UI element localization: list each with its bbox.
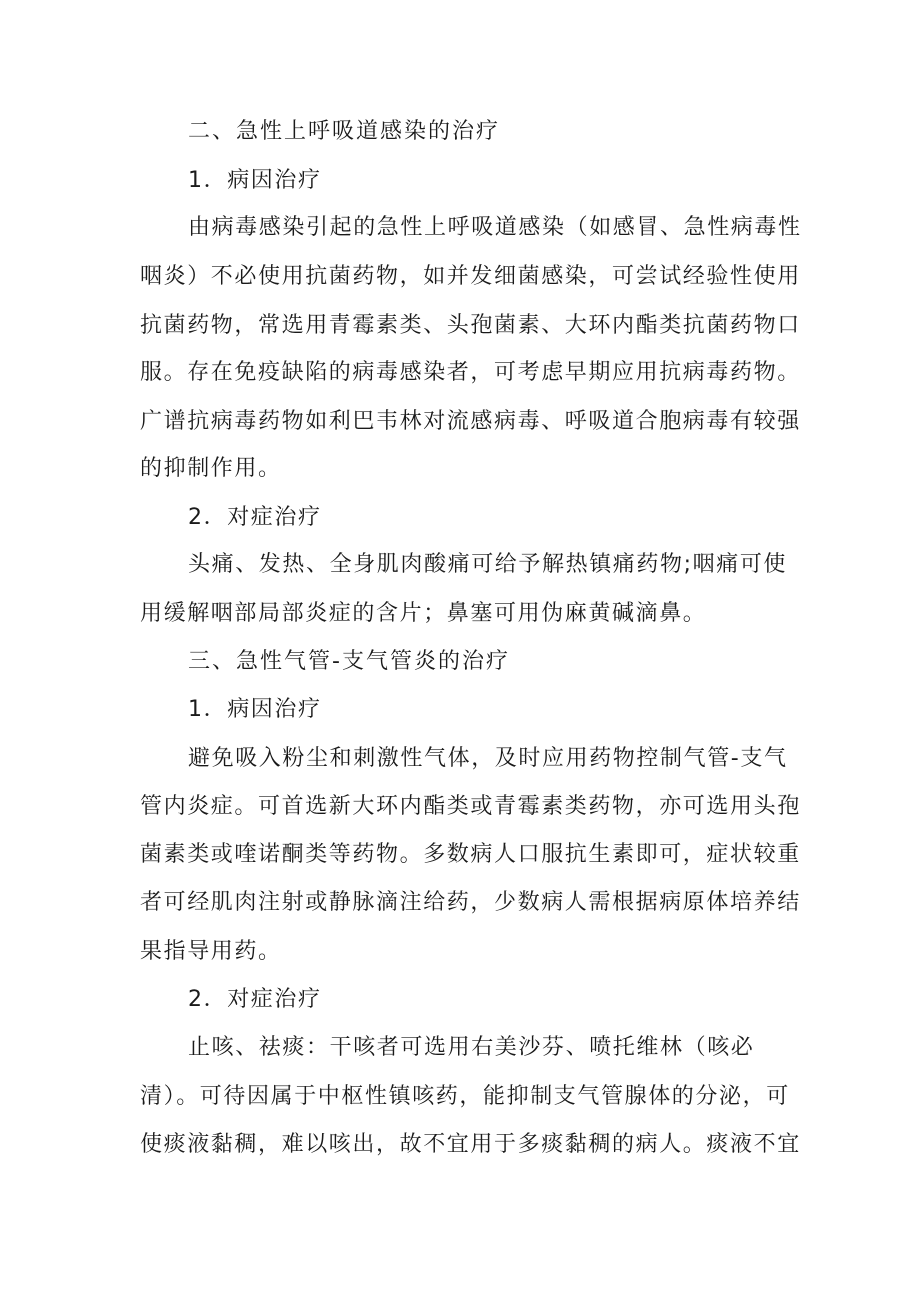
paragraph-line: 广谱抗病毒药物如利巴韦林对流感病毒、呼吸道合胞病毒有较强 (140, 409, 801, 434)
paragraph-line: 服。存在免疫缺陷的病毒感染者，可考虑早期应用抗病毒药物。 (140, 360, 801, 385)
paragraph-line: 果指导用药。 (140, 939, 282, 964)
paragraph-line: 避免吸入粉尘和刺激性气体，及时应用药物控制气管-支气 (188, 746, 788, 771)
paragraph-line: 使痰液黏稠，难以咳出，故不宜用于多痰黏稠的病人。痰液不宜 (140, 1132, 801, 1157)
paragraph-line: 抗菌药物，常选用青霉素类、头孢菌素、大环内酯类抗菌药物口 (140, 313, 801, 338)
paragraph-line: 咽炎）不必使用抗菌药物，如并发细菌感染，可尝试经验性使用 (140, 264, 801, 289)
paragraph-line: 者可经肌肉注射或静脉滴注给药，少数病人需根据病原体培养结 (140, 890, 801, 915)
section-heading-bronchitis: 三、急性气管-支气管炎的治疗 (188, 649, 510, 674)
paragraph-line: 清）。可待因属于中枢性镇咳药，能抑制支气管腺体的分泌，可 (140, 1084, 790, 1109)
paragraph-line: 的抑制作用。 (140, 456, 282, 481)
subheading-symptomatic-2: 2．对症治疗 (188, 987, 322, 1012)
subheading-etiology-1: 1．病因治疗 (188, 168, 322, 193)
subheading-symptomatic-1: 2．对症治疗 (188, 505, 322, 530)
paragraph-line: 管内炎症。可首选新大环内酯类或青霉素类药物，亦可选用头孢 (140, 794, 801, 819)
section-heading-upper-respiratory: 二、急性上呼吸道感染的治疗 (188, 119, 501, 144)
paragraph-line: 菌素类或喹诺酮类等药物。多数病人口服抗生素即可，症状较重 (140, 842, 801, 867)
paragraph-line: 由病毒感染引起的急性上呼吸道感染（如感冒、急性病毒性 (188, 215, 802, 240)
paragraph-line: 用缓解咽部局部炎症的含片；鼻塞可用伪麻黄碱滴鼻。 (140, 601, 707, 626)
paragraph-line: 头痛、发热、全身肌肉酸痛可给予解热镇痛药物;咽痛可使 (188, 552, 788, 577)
subheading-etiology-2: 1．病因治疗 (188, 697, 322, 722)
paragraph-line: 止咳、祛痰：干咳者可选用右美沙芬、喷托维林（咳必 (188, 1035, 755, 1060)
